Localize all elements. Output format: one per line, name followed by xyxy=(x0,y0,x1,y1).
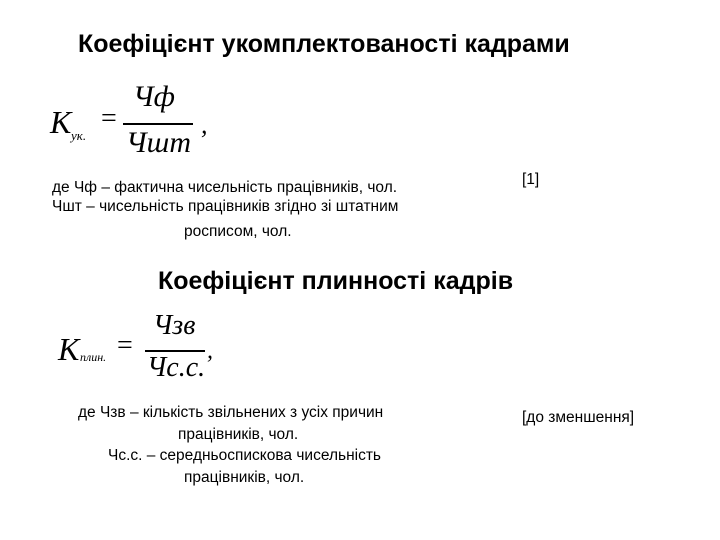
explanation1-line2: Чшт – чисельність працівників згідно зі штатним xyxy=(52,198,399,215)
formula1-subscript: ук. xyxy=(71,128,87,143)
formula2-trailing-comma: , xyxy=(207,338,213,364)
explanation1-line3: росписом, чол. xyxy=(184,223,292,240)
formula1-fraction-bar xyxy=(123,123,193,125)
formula1-trailing-comma: , xyxy=(201,110,208,139)
formula1-equals: = xyxy=(101,103,117,134)
formula1-denominator: Чшт xyxy=(126,126,191,159)
section2-title: Коефіцієнт плинності кадрів xyxy=(158,267,514,295)
formula1-numerator: Чф xyxy=(133,80,175,113)
section1-title: Коефіцієнт укомплектованості кадрами xyxy=(78,30,570,58)
explanation2-line4: працівників, чол. xyxy=(184,469,305,486)
formula2-K: К xyxy=(58,331,80,367)
formula2-equals: = xyxy=(117,330,133,361)
explanation2-line3: Чс.с. – середньоспискова чисельність xyxy=(108,447,381,464)
formula2-subscript: плин. xyxy=(80,350,107,364)
formula2-numerator: Чзв xyxy=(153,310,196,341)
note-trend: [до зменшення] xyxy=(522,409,635,426)
formula2-denominator: Чс.с. xyxy=(147,352,206,383)
note-reference: [1] xyxy=(522,171,540,188)
explanation2-line2: працівників, чол. xyxy=(178,426,299,443)
formula1-K: К xyxy=(50,104,72,140)
explanation1-line1: де Чф – фактична чисельність працівників, чол. xyxy=(52,179,398,196)
explanation2-line1: де Чзв – кількість звільнених з усіх причин xyxy=(78,404,384,421)
